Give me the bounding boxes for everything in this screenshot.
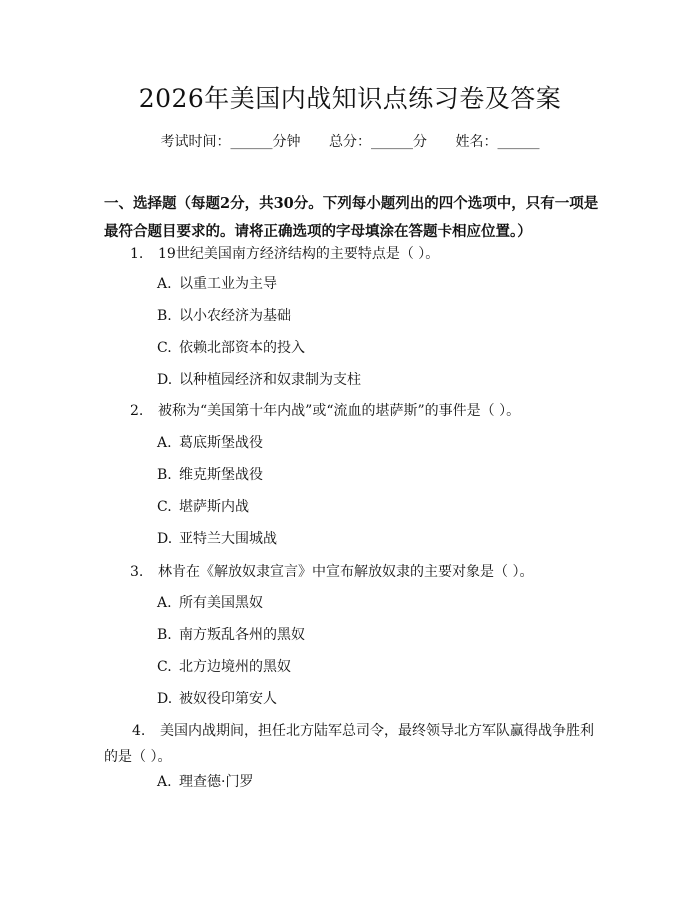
option-1d	[157, 369, 361, 391]
option-letter: D.	[157, 372, 173, 388]
option-text: 堪萨斯内战	[179, 499, 249, 515]
question-4	[104, 718, 604, 770]
question-number: 2.	[130, 403, 144, 419]
option-text: 所有美国黑奴	[179, 595, 263, 611]
page-title: 2026年美国内战知识点练习卷及答案	[138, 84, 562, 113]
option-letter: A.	[157, 774, 172, 790]
option-letter: A.	[157, 435, 172, 451]
option-letter: C.	[157, 340, 172, 356]
option-letter: C.	[157, 659, 172, 675]
option-4a	[157, 771, 253, 793]
total-score-field: 总分：______分	[329, 134, 427, 150]
option-2c	[157, 496, 249, 518]
option-3a	[157, 592, 263, 614]
option-letter: B.	[157, 627, 172, 643]
question-text: 19世纪美国南方经济结构的主要特点是（ ）。	[158, 246, 440, 262]
question-1	[104, 241, 604, 267]
option-letter: B.	[157, 308, 172, 324]
option-text: 以种植园经济和奴隶制为支柱	[179, 372, 361, 388]
option-letter: D.	[157, 691, 173, 707]
exam-time-field: 考试时间：______分钟	[160, 134, 301, 150]
question-text: 林肯在《解放奴隶宣言》中宣布解放奴隶的主要对象是（ ）。	[158, 564, 534, 580]
option-text: 亚特兰大围城战	[179, 531, 277, 547]
option-text: 南方叛乱各州的黑奴	[179, 627, 305, 643]
question-number: 4.	[132, 723, 146, 739]
option-text: 理查德·门罗	[179, 774, 254, 790]
question-number: 3.	[130, 564, 144, 580]
option-text: 维克斯堡战役	[179, 467, 263, 483]
question-text: 美国内战期间，担任北方陆军总司令，最终领导北方军队赢得战争胜利的是（ ）。	[104, 723, 594, 765]
question-number: 1.	[130, 246, 144, 262]
question-text: 被称为“美国第十年内战”或“流血的堪萨斯”的事件是（ ）。	[158, 403, 521, 419]
option-letter: A.	[157, 595, 172, 611]
option-text: 以小农经济为基础	[179, 308, 291, 324]
option-1b	[157, 305, 291, 327]
option-text: 北方边境州的黑奴	[179, 659, 291, 675]
option-1a	[157, 273, 277, 295]
option-letter: A.	[157, 276, 172, 292]
option-3c	[157, 656, 291, 678]
option-1c	[157, 337, 305, 359]
question-3	[104, 559, 604, 585]
option-text: 以重工业为主导	[179, 276, 277, 292]
option-3b	[157, 624, 305, 646]
option-letter: C.	[157, 499, 172, 515]
question-2	[104, 398, 604, 424]
option-2d	[157, 528, 277, 550]
option-letter: B.	[157, 467, 172, 483]
option-letter: D.	[157, 531, 173, 547]
student-name-field: 姓名：______	[455, 134, 540, 150]
option-text: 葛底斯堡战役	[179, 435, 263, 451]
option-3d	[157, 688, 277, 710]
option-text: 被奴役印第安人	[179, 691, 277, 707]
section-heading: 一、选择题（每题2分，共30分。下列每小题列出的四个选项中，只有一项是最符合题目要求的。请将正确选项的字母填涂在答题卡相应位置。）	[104, 195, 599, 240]
option-2b	[157, 464, 263, 486]
exam-info-line	[0, 132, 700, 152]
option-text: 依赖北部资本的投入	[179, 340, 305, 356]
option-2a	[157, 432, 263, 454]
